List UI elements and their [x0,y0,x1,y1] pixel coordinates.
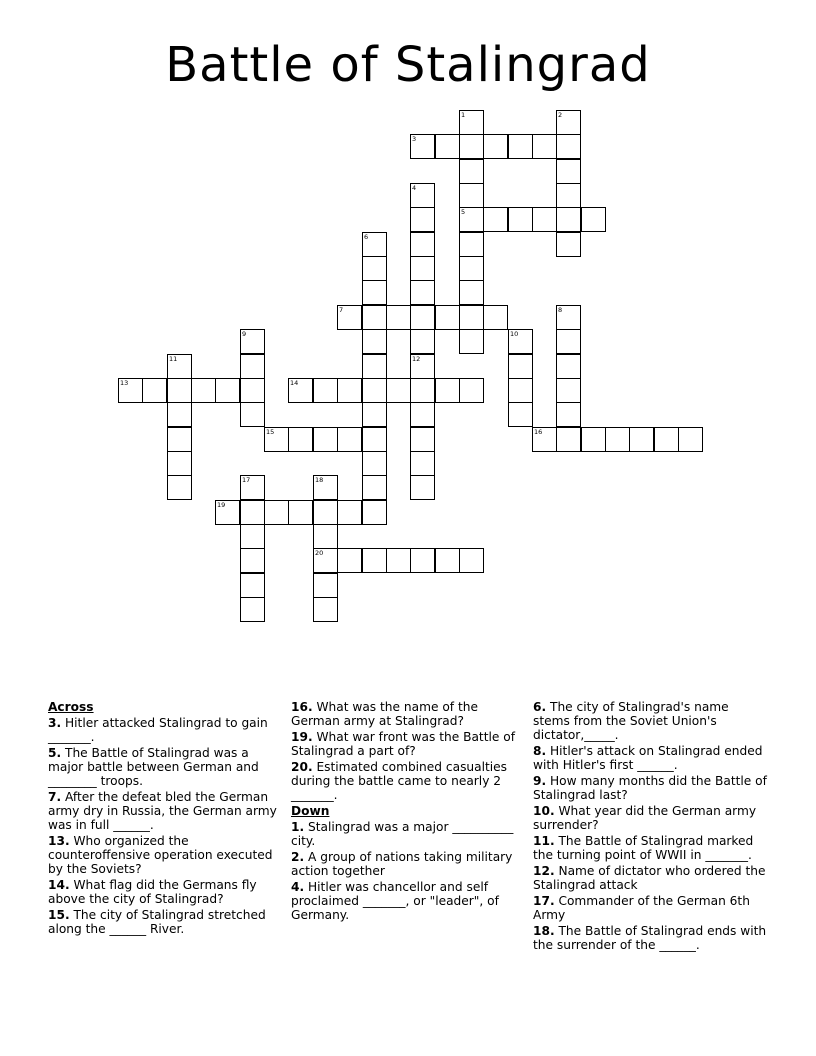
grid-cell[interactable] [508,354,533,379]
clue-number: 8. [533,744,547,758]
clue-number: 1. [291,820,305,834]
clue-number: 5. [48,746,62,760]
across-clue [48,908,284,936]
grid-cell[interactable] [191,378,216,403]
clue-number: 17. [533,894,555,908]
clue-text: The city of Stalingrad's name stems from the Soviet Union's dictator,_____. [533,700,729,742]
grid-cell[interactable] [532,134,557,159]
grid-cell[interactable] [118,378,143,403]
grid-cell[interactable] [313,475,338,500]
grid-cell[interactable] [435,378,460,403]
across-heading: Across [48,700,94,714]
grid-cell[interactable] [240,573,265,598]
clue-number: 11. [533,834,555,848]
down-clue [533,700,769,742]
grid-cell[interactable] [313,378,338,403]
grid-cell[interactable] [581,427,606,452]
grid-cell[interactable] [459,134,484,159]
clue-number: 15. [48,908,70,922]
clue-number: 4. [291,880,305,894]
clue-text: After the defeat bled the German army dry in Russia, the German army was in full ______. [48,790,277,832]
clue-number: 2. [291,850,305,864]
grid-cell[interactable] [362,305,387,330]
clue-text: The city of Stalingrad stretched along the ______ River. [48,908,266,936]
cell-number: 5 [461,208,466,216]
grid-cell[interactable] [556,159,581,184]
clue-number: 9. [533,774,547,788]
grid-cell[interactable] [459,207,484,232]
across-clue [48,878,284,906]
grid-cell[interactable] [313,573,338,598]
grid-cell[interactable] [678,427,703,452]
grid-cell[interactable] [459,232,484,257]
grid-cell[interactable] [264,427,289,452]
clue-text: Commander of the German 6th Army [533,894,750,922]
across-clue [291,700,527,728]
grid-cell[interactable] [410,354,435,379]
across-clue [48,746,284,788]
grid-cell[interactable] [556,427,581,452]
grid-cell[interactable] [410,280,435,305]
grid-cell[interactable] [410,427,435,452]
clue-text: The Battle of Stalingrad was a major battle between German and ________ troops. [48,746,259,788]
clue-number: 3. [48,716,62,730]
grid-cell[interactable] [362,427,387,452]
clue-column-2 [291,700,527,924]
cell-number: 14 [290,379,299,387]
grid-cell[interactable] [435,548,460,573]
grid-cell[interactable] [556,232,581,257]
grid-cell[interactable] [556,207,581,232]
cell-number: 11 [169,355,178,363]
grid-cell[interactable] [459,110,484,135]
grid-cell[interactable] [459,305,484,330]
grid-cell[interactable] [410,183,435,208]
down-heading: Down [291,804,330,818]
clue-column-1 [48,700,284,938]
grid-cell[interactable] [459,159,484,184]
grid-cell[interactable] [240,524,265,549]
grid-cell[interactable] [313,524,338,549]
grid-cell[interactable] [167,402,192,427]
clue-number: 6. [533,700,547,714]
down-clue [533,774,769,802]
clue-column-3 [533,700,769,954]
grid-cell[interactable] [362,378,387,403]
grid-cell[interactable] [629,427,654,452]
grid-cell[interactable] [410,207,435,232]
clue-text: What was the name of the German army at Stalingrad? [291,700,478,728]
grid-cell[interactable] [508,402,533,427]
down-clue [533,864,769,892]
grid-cell[interactable] [337,378,362,403]
clue-text: Hitler was chancellor and self proclaimed _______, or "leader", of Germany. [291,880,499,922]
grid-cell[interactable] [435,305,460,330]
grid-cell[interactable] [532,207,557,232]
grid-cell[interactable] [362,548,387,573]
clue-text: The Battle of Stalingrad ends with the surrender of the ______. [533,924,767,952]
across-clue [48,834,284,876]
clue-text: Name of dictator who ordered the Stalingrad attack [533,864,766,892]
grid-cell[interactable] [362,354,387,379]
grid-cell[interactable] [556,183,581,208]
clue-number: 19. [291,730,313,744]
grid-cell[interactable] [410,548,435,573]
grid-cell[interactable] [410,475,435,500]
clue-number: 14. [48,878,70,892]
across-clue [48,790,284,832]
grid-cell[interactable] [459,256,484,281]
grid-cell[interactable] [410,232,435,257]
grid-cell[interactable] [313,597,338,622]
grid-cell[interactable] [556,110,581,135]
grid-cell[interactable] [362,280,387,305]
grid-cell[interactable] [556,378,581,403]
clue-text: Stalingrad was a major __________ city. [291,820,514,848]
clue-text: Hitler's attack on Stalingrad ended with Hitler's first ______. [533,744,763,772]
cell-number: 18 [315,476,324,484]
clue-number: 20. [291,760,313,774]
grid-cell[interactable] [508,134,533,159]
clue-text: The Battle of Stalingrad marked the turning point of WWII in _______. [533,834,754,862]
grid-cell[interactable] [313,427,338,452]
grid-cell[interactable] [532,427,557,452]
grid-cell[interactable] [264,500,289,525]
down-clue [533,804,769,832]
clue-text: Hitler attacked Stalingrad to gain _______. [48,716,268,744]
grid-cell[interactable] [556,134,581,159]
grid-cell[interactable] [410,329,435,354]
cell-number: 13 [120,379,129,387]
down-clue [291,850,527,878]
cell-number: 20 [315,549,324,557]
clue-text: What war front was the Battle of Stalingrad a part of? [291,730,515,758]
grid-cell[interactable] [288,378,313,403]
cell-number: 9 [242,330,247,338]
grid-cell[interactable] [410,451,435,476]
down-clue [533,894,769,922]
page-title: Battle of Stalingrad [165,37,651,93]
grid-cell[interactable] [167,427,192,452]
cell-number: 16 [534,428,543,436]
grid-cell[interactable] [654,427,679,452]
grid-cell[interactable] [386,305,411,330]
grid-cell[interactable] [337,427,362,452]
grid-cell[interactable] [240,402,265,427]
grid-cell[interactable] [459,280,484,305]
down-clue [533,924,769,952]
clue-text: Who organized the counteroffensive operation executed by the Soviets? [48,834,273,876]
clue-text: What flag did the Germans fly above the city of Stalingrad? [48,878,257,906]
down-clue [533,744,769,772]
grid-cell[interactable] [215,500,240,525]
grid-cell[interactable] [240,378,265,403]
grid-cell[interactable] [508,207,533,232]
grid-cell[interactable] [459,378,484,403]
cell-number: 7 [339,306,344,314]
grid-cell[interactable] [337,305,362,330]
cell-number: 15 [266,428,275,436]
across-clue [48,716,284,744]
grid-cell[interactable] [240,500,265,525]
grid-cell[interactable] [483,305,508,330]
cell-number: 8 [558,306,563,314]
grid-cell[interactable] [362,500,387,525]
grid-cell[interactable] [556,354,581,379]
grid-cell[interactable] [362,451,387,476]
cell-number: 2 [558,111,563,119]
grid-cell[interactable] [410,256,435,281]
clue-number: 12. [533,864,555,878]
down-clue [291,820,527,848]
grid-cell[interactable] [605,427,630,452]
down-clue [533,834,769,862]
grid-cell[interactable] [386,548,411,573]
grid-cell[interactable] [313,500,338,525]
grid-cell[interactable] [288,427,313,452]
grid-cell[interactable] [240,548,265,573]
grid-cell[interactable] [508,329,533,354]
grid-cell[interactable] [508,378,533,403]
grid-cell[interactable] [581,207,606,232]
grid-cell[interactable] [362,329,387,354]
grid-cell[interactable] [288,500,313,525]
grid-cell[interactable] [362,256,387,281]
cell-number: 3 [412,135,417,143]
grid-cell[interactable] [410,378,435,403]
grid-cell[interactable] [240,475,265,500]
grid-cell[interactable] [483,207,508,232]
across-clue [291,730,527,758]
grid-cell[interactable] [556,305,581,330]
grid-cell[interactable] [459,329,484,354]
cell-number: 17 [242,476,251,484]
grid-cell[interactable] [337,500,362,525]
grid-cell[interactable] [240,597,265,622]
grid-cell[interactable] [362,402,387,427]
grid-cell[interactable] [337,548,362,573]
across-clue [291,760,527,802]
clue-text: Estimated combined casualties during the battle came to nearly 2 _______. [291,760,508,802]
clue-text: What year did the German army surrender? [533,804,757,832]
grid-cell[interactable] [240,354,265,379]
cell-number: 6 [364,233,369,241]
grid-cell[interactable] [556,329,581,354]
grid-cell[interactable] [410,402,435,427]
cell-number: 19 [217,501,226,509]
grid-cell[interactable] [142,378,167,403]
clue-number: 13. [48,834,70,848]
grid-cell[interactable] [240,329,265,354]
cell-number: 1 [461,111,466,119]
clue-text: How many months did the Battle of Stalingrad last? [533,774,767,802]
down-clue [291,880,527,922]
grid-cell[interactable] [362,475,387,500]
grid-cell[interactable] [167,451,192,476]
grid-cell[interactable] [167,475,192,500]
cell-number: 4 [412,184,417,192]
grid-cell[interactable] [410,134,435,159]
grid-cell[interactable] [215,378,240,403]
grid-cell[interactable] [556,402,581,427]
clue-number: 16. [291,700,313,714]
grid-cell[interactable] [435,134,460,159]
grid-cell[interactable] [167,354,192,379]
grid-cell[interactable] [459,548,484,573]
grid-cell[interactable] [459,183,484,208]
grid-cell[interactable] [313,548,338,573]
grid-cell[interactable] [386,378,411,403]
clue-number: 10. [533,804,555,818]
grid-cell[interactable] [362,232,387,257]
cell-number: 10 [510,330,519,338]
clue-number: 7. [48,790,62,804]
grid-cell[interactable] [167,378,192,403]
clue-text: A group of nations taking military action together [291,850,513,878]
grid-cell[interactable] [410,305,435,330]
grid-cell[interactable] [483,134,508,159]
clue-number: 18. [533,924,555,938]
cell-number: 12 [412,355,421,363]
